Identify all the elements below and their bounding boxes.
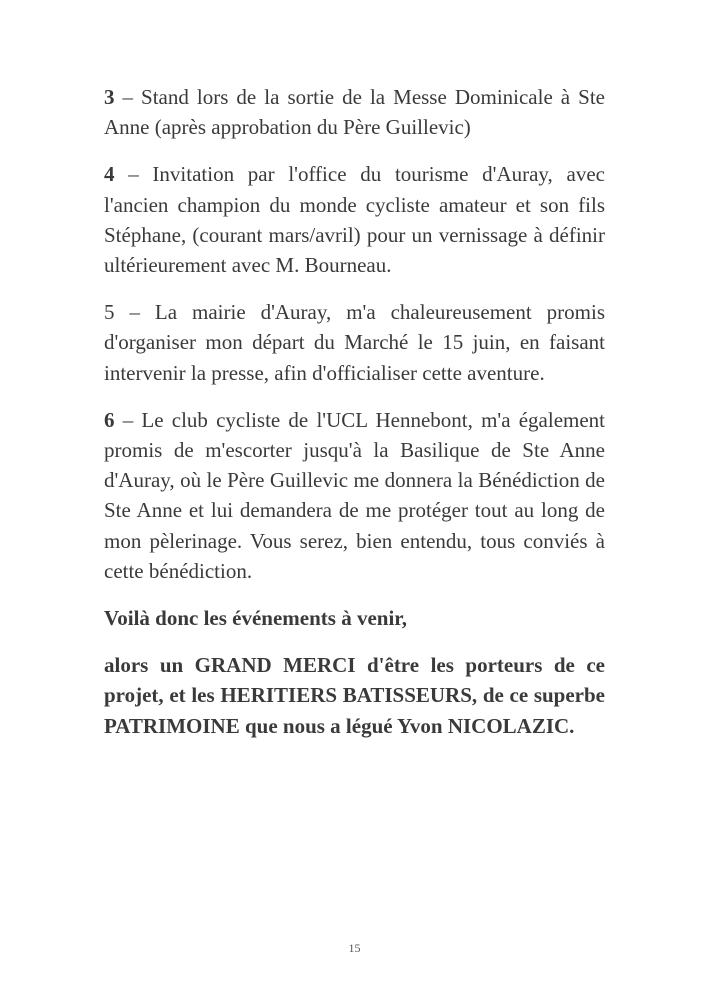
item-6-number: 6	[104, 407, 115, 432]
page-body	[104, 82, 605, 758]
page-number: 15	[348, 941, 361, 955]
item-4-text: – Invitation par l'office du tourisme d'Auray, avec l'ancien champion du monde cycliste amateur et son fils Stéphane, (courant mars/avril) pour un vernissage à définir ultérieurement avec M. Bourneau.	[104, 162, 605, 278]
item-5-paragraph	[104, 297, 605, 388]
closing-thanks: alors un GRAND MERCI d'être les porteurs de ce projet, et les HERITIERS BATISSEURS, de ce superbe PATRIMOINE que nous a légué Yvon NICOLAZIC.	[104, 653, 605, 738]
item-5-text: – La mairie d'Auray, m'a chaleureusement promis d'organiser mon départ du Marché le 15 juin, en faisant intervenir la presse, afin d'officialiser cette aventure.	[104, 300, 605, 385]
item-6-text: – Le club cycliste de l'UCL Hennebont, m'a également promis de m'escorter jusqu'à la Basilique de Ste Anne d'Auray, où le Père Guillevic me donnera la Bénédiction de Ste Anne et lui demandera de me protéger tout au long de mon pèlerinage. Vous serez, bien entendu, tous conviés à cette bénédiction.	[104, 407, 605, 583]
closing-intro: Voilà donc les événements à venir,	[104, 606, 407, 631]
item-3-text: – Stand lors de la sortie de la Messe Dominicale à Ste Anne (après approbation du Père Guillevic)	[104, 85, 605, 140]
item-6-paragraph	[104, 405, 605, 586]
item-4-number: 4	[104, 162, 115, 187]
item-4-paragraph	[104, 159, 605, 280]
item-5-number: 5	[104, 300, 115, 325]
item-3-number: 3	[104, 85, 115, 109]
item-3-paragraph	[104, 82, 605, 142]
